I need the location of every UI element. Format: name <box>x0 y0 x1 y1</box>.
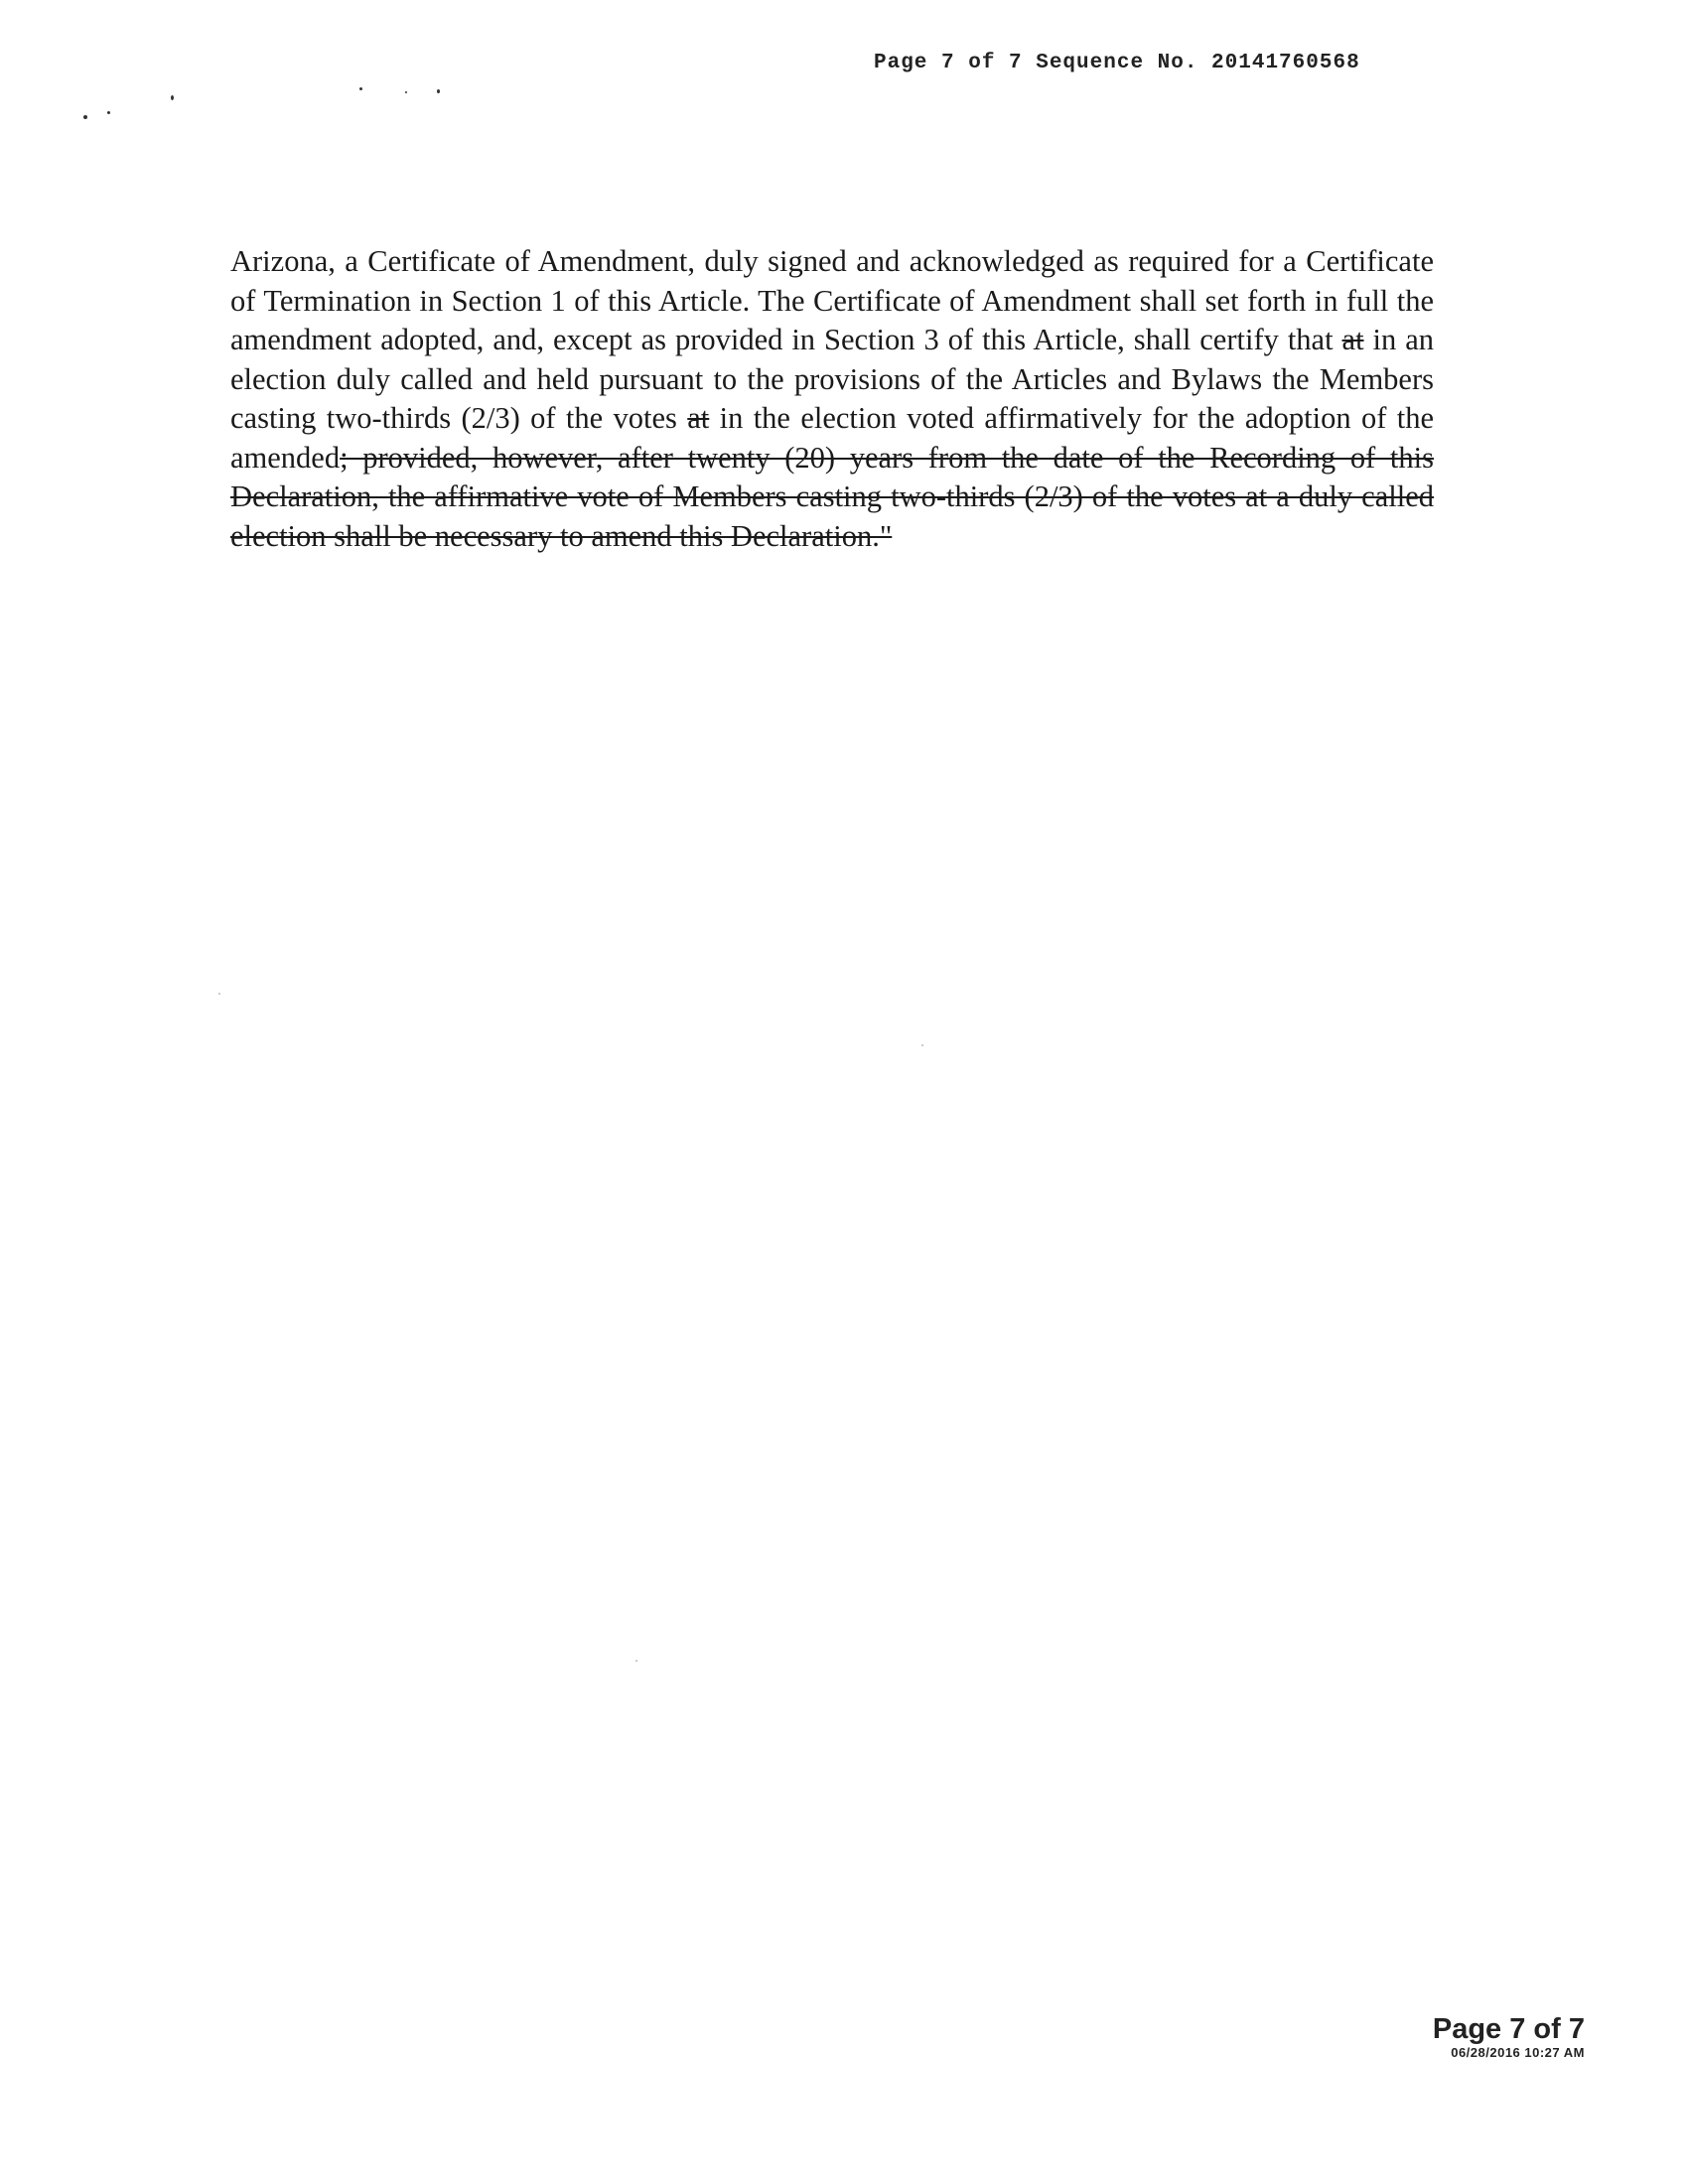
scan-speck <box>107 111 110 114</box>
text-segment: in an election duly called and held pursuant to the provisions of the Articles and Bylaws the Members casting two-thirds (2/3) of the votes <box>230 323 1434 435</box>
paragraph-text <box>230 242 1434 556</box>
scan-speck <box>921 1044 923 1046</box>
recording-stamp: Page 7 of 7 Sequence No. 20141760568 <box>874 52 1360 74</box>
scan-speck <box>405 91 407 93</box>
page-footer <box>1433 2013 1585 2061</box>
amendment-paragraph <box>230 242 1434 556</box>
struck-text-segment: at <box>1341 323 1364 356</box>
struck-text-segment: at <box>687 401 710 435</box>
scan-speck <box>437 89 440 93</box>
scan-speck <box>83 115 87 119</box>
footer-timestamp: 06/28/2016 10:27 AM <box>1451 2045 1585 2060</box>
struck-text-segment: ; provided, however, after twenty (20) years from the date of the Recording of this Declaration, the affirmative vote of Members casting two-thirds (2/3) of the votes at a duly called election shall be necessary to amend this Declaration." <box>230 440 1434 553</box>
scan-speck <box>218 993 220 995</box>
footer-page-number: Page 7 of 7 <box>1432 2013 1585 2045</box>
scan-speck <box>635 1660 637 1662</box>
scan-speck <box>359 87 362 90</box>
scan-speck <box>171 95 174 100</box>
text-segment: Arizona, a Certificate of Amendment, duly signed and acknowledged as required for a Certificate of Termination in Section 1 of this Article. The Certificate of Amendment shall set forth in full the amendment adopted, and, except as provided in Section 3 of this Article, shall certify that <box>230 244 1434 356</box>
text-segment: in the election voted affirmatively for the adoption of the amended <box>230 401 1434 475</box>
